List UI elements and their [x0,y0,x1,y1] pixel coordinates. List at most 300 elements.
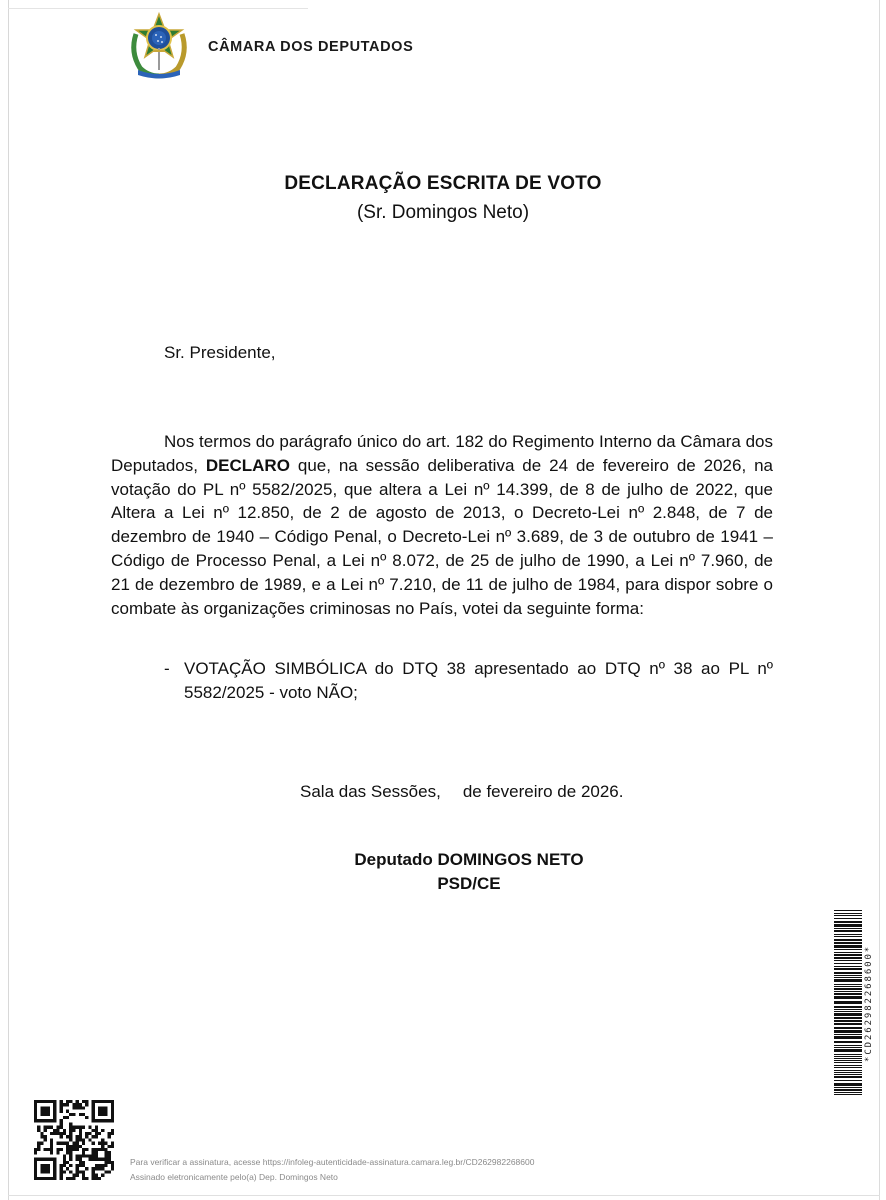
qr-module [95,1164,98,1167]
qr-module [92,1116,95,1119]
barcode-bar [834,1092,862,1093]
qr-module [92,1142,95,1145]
qr-module [40,1119,43,1122]
qr-module [47,1126,50,1129]
qr-module [34,1148,37,1151]
barcode-bar [834,930,862,932]
qr-module [76,1145,79,1148]
qr-module [111,1113,114,1116]
barcode-bar [834,988,862,990]
qr-module [69,1126,72,1129]
declaration-paragraph [111,430,773,620]
qr-module [76,1154,79,1157]
barcode-bar [834,1030,862,1033]
qr-module [95,1132,98,1135]
barcode-bar [834,1067,862,1068]
qr-module [92,1154,95,1157]
qr-module [69,1148,72,1151]
qr-module [47,1110,50,1113]
electronic-signature-note: Assinado eletronicamente pelo(a) Dep. Domingos Neto [130,1172,338,1182]
barcode-bar [834,984,862,985]
barcode-bar [834,972,862,974]
qr-module [98,1148,101,1151]
qr-module [76,1148,79,1151]
qr-module [37,1145,40,1148]
qr-module [47,1170,50,1173]
qr-module [44,1100,47,1103]
qr-module [53,1132,56,1135]
qr-module [85,1116,88,1119]
qr-module [40,1177,43,1180]
qr-module [72,1148,75,1151]
qr-module [82,1164,85,1167]
qr-module [82,1151,85,1154]
qr-module [101,1167,104,1170]
qr-module [85,1177,88,1180]
qr-module [85,1132,88,1135]
qr-module [53,1100,56,1103]
qr-module [79,1103,82,1106]
qr-module [111,1161,114,1164]
qr-module [79,1135,82,1138]
qr-module [53,1164,56,1167]
qr-module [34,1119,37,1122]
barcode-bar [834,996,862,999]
qr-module [47,1177,50,1180]
qr-module [76,1126,79,1129]
qr-module [92,1129,95,1132]
document-header [126,12,413,80]
qr-module [56,1132,59,1135]
qr-module [50,1126,53,1129]
qr-module [40,1110,43,1113]
qr-module [60,1122,63,1125]
qr-module [44,1135,47,1138]
qr-module [69,1129,72,1132]
qr-module [50,1177,53,1180]
qr-module [66,1161,69,1164]
qr-module [76,1167,79,1170]
qr-module [60,1119,63,1122]
qr-module [66,1148,69,1151]
qr-module [79,1164,82,1167]
qr-module [101,1113,104,1116]
barcode-bar [834,966,862,967]
salutation: Sr. Presidente, [164,343,276,362]
qr-module [111,1164,114,1167]
qr-module [37,1126,40,1129]
qr-module [108,1161,111,1164]
barcode-bar [834,1011,862,1012]
barcode-bar [834,960,862,961]
qr-module [40,1142,43,1145]
qr-module [63,1116,66,1119]
barcode-number: *CD262982268600* [864,944,874,1062]
signatory-name: Deputado DOMINGOS NETO [354,850,584,869]
qr-module [101,1100,104,1103]
qr-module [95,1151,98,1154]
qr-module [79,1126,82,1129]
qr-module [92,1135,95,1138]
qr-module [92,1151,95,1154]
qr-module [101,1129,104,1132]
qr-module [53,1177,56,1180]
qr-module [66,1116,69,1119]
barcode-bar [834,957,862,959]
qr-module [37,1129,40,1132]
barcode-bar [834,936,862,937]
qr-module [37,1148,40,1151]
qr-module [76,1174,79,1177]
qr-module [34,1110,37,1113]
qr-module [56,1126,59,1129]
page-title: DECLARAÇÃO ESCRITA DE VOTO [284,173,602,194]
qr-module [53,1116,56,1119]
qr-module [37,1158,40,1161]
qr-module [82,1174,85,1177]
qr-module [40,1170,43,1173]
qr-module [72,1129,75,1132]
qr-module [92,1158,95,1161]
qr-module [104,1142,107,1145]
qr-module [98,1132,101,1135]
qr-module [76,1135,79,1138]
qr-module [79,1113,82,1116]
barcode-bar [834,949,862,950]
qr-module [104,1119,107,1122]
qr-module [69,1164,72,1167]
qr-module [92,1113,95,1116]
qr-module [44,1126,47,1129]
qr-module [79,1129,82,1132]
qr-module [47,1167,50,1170]
qr-module [60,1167,63,1170]
barcode-bar [834,977,862,978]
qr-module [44,1129,47,1132]
barcode-bar [834,924,862,927]
qr-module [44,1110,47,1113]
qr-module [101,1106,104,1109]
qr-module [111,1119,114,1122]
barcode-bar [834,1060,862,1061]
qr-module [53,1113,56,1116]
qr-module [111,1145,114,1148]
qr-module [60,1135,63,1138]
qr-module [60,1132,63,1135]
barcode-bar [834,975,862,976]
qr-module [76,1138,79,1141]
qr-module [56,1142,59,1145]
qr-module [56,1151,59,1154]
qr-module [69,1158,72,1161]
qr-module [79,1106,82,1109]
barcode-bar [834,1087,862,1088]
qr-module [111,1103,114,1106]
barcode-bar [834,1076,862,1078]
qr-module [63,1161,66,1164]
qr-module [101,1174,104,1177]
qr-module [44,1138,47,1141]
qr-module [104,1106,107,1109]
qr-module [88,1126,91,1129]
qr-module [108,1135,111,1138]
closing-date: de fevereiro de 2026. [462,782,624,801]
qr-module [47,1113,50,1116]
barcode-bar [834,968,862,970]
qr-module [60,1177,63,1180]
barcode-bar [834,1062,862,1063]
qr-module [69,1113,72,1116]
qr-module [79,1158,82,1161]
qr-module [92,1170,95,1173]
qr-module [53,1167,56,1170]
qr-module [69,1177,72,1180]
barcode-bar [834,993,862,995]
qr-module [34,1177,37,1180]
qr-module [37,1142,40,1145]
qr-module [37,1119,40,1122]
qr-module [40,1106,43,1109]
qr-module [92,1119,95,1122]
closing-line [300,782,623,802]
qr-module [104,1154,107,1157]
qr-module [82,1177,85,1180]
qr-module [98,1119,101,1122]
qr-module [79,1145,82,1148]
qr-module [66,1145,69,1148]
qr-module [92,1167,95,1170]
qr-module [82,1106,85,1109]
qr-module [104,1161,107,1164]
qr-module [108,1151,111,1154]
qr-module [50,1158,53,1161]
qr-module [60,1103,63,1106]
qr-module [79,1170,82,1173]
qr-module [101,1119,104,1122]
qr-module [82,1142,85,1145]
qr-module [44,1106,47,1109]
qr-module [50,1145,53,1148]
barcode-bar [834,913,862,914]
qr-module [56,1148,59,1151]
qr-module [66,1110,69,1113]
qr-module [63,1164,66,1167]
qr-code-icon[interactable] [34,1100,114,1180]
qr-module [60,1148,63,1151]
qr-module [53,1103,56,1106]
qr-module [79,1154,82,1157]
barcode-bar [834,910,862,911]
barcode-bar [834,1023,862,1025]
qr-module [95,1158,98,1161]
qr-module [101,1142,104,1145]
qr-module [66,1177,69,1180]
barcode-bar [834,1065,862,1066]
verification-link[interactable]: Para verificar a assinatura, acesse https://infoleg-autenticidade-assinatura.camara.leg.br/CD262982268600 [130,1157,535,1167]
qr-module [98,1177,101,1180]
qr-module [104,1110,107,1113]
barcode-bar [834,934,862,935]
qr-module [88,1132,91,1135]
qr-module [60,1164,63,1167]
qr-module [101,1138,104,1141]
qr-module [92,1106,95,1109]
qr-module [108,1145,111,1148]
qr-module [69,1145,72,1148]
barcode-icon [834,910,862,1096]
qr-module [69,1138,72,1141]
barcode-bar [834,1036,862,1039]
list-bullet: - [164,659,170,678]
qr-module [34,1170,37,1173]
barcode-bar [834,1020,862,1022]
qr-module [72,1142,75,1145]
qr-module [34,1106,37,1109]
qr-module [82,1154,85,1157]
paragraph-intro: Nos termos do parágrafo único do art. 182 do Regimento Interno da Câmara dos Deputados, [111,432,773,475]
barcode-bar [834,1056,862,1057]
barcode [834,910,880,1096]
barcode-bar [834,1083,862,1086]
barcode-bar [834,1034,862,1035]
qr-module [69,1135,72,1138]
qr-module [47,1119,50,1122]
qr-module [98,1142,101,1145]
barcode-bar [834,1041,862,1043]
qr-module [76,1100,79,1103]
qr-module [34,1164,37,1167]
qr-module [79,1161,82,1164]
qr-module [47,1164,50,1167]
qr-module [69,1154,72,1157]
qr-module [76,1142,79,1145]
qr-module [104,1151,107,1154]
barcode-bar [834,1049,862,1052]
qr-module [44,1113,47,1116]
barcode-bar [834,945,862,948]
barcode-bar [834,1009,862,1010]
barcode-bar [834,979,862,982]
page-subtitle: (Sr. Domingos Neto) [356,202,530,223]
qr-module [34,1158,37,1161]
qr-module [79,1138,82,1141]
qr-module [50,1119,53,1122]
qr-module [95,1126,98,1129]
qr-module [95,1154,98,1157]
qr-module [60,1126,63,1129]
qr-module [34,1116,37,1119]
qr-module [111,1100,114,1103]
qr-module [63,1154,66,1157]
qr-module [95,1177,98,1180]
qr-module [53,1119,56,1122]
qr-module [98,1167,101,1170]
qr-module [47,1106,50,1109]
qr-module [85,1135,88,1138]
qr-module [111,1129,114,1132]
qr-module [111,1167,114,1170]
declaro-keyword: DECLARO [205,455,290,475]
qr-module [111,1142,114,1145]
qr-module [95,1167,98,1170]
barcode-bar [834,939,862,941]
page-edge [8,8,308,9]
vote-text: VOTAÇÃO SIMBÓLICA do DTQ 38 apresentado ao DTQ nº 38 ao PL nº 5582/2025 - voto NÃO; [184,659,773,702]
barcode-bar [834,942,862,944]
qr-module [53,1106,56,1109]
qr-module [108,1158,111,1161]
qr-module [92,1148,95,1151]
qr-module [34,1151,37,1154]
qr-module [53,1110,56,1113]
qr-module [95,1148,98,1151]
barcode-bar [834,1006,862,1008]
qr-module [82,1126,85,1129]
qr-module [92,1174,95,1177]
qr-module [69,1100,72,1103]
qr-module [63,1142,66,1145]
qr-module [72,1177,75,1180]
qr-module [104,1170,107,1173]
qr-module [44,1167,47,1170]
qr-module [76,1164,79,1167]
qr-module [60,1100,63,1103]
institution-name: CÂMARA DOS DEPUTADOS [208,39,414,55]
vote-list-item [164,657,773,705]
qr-module [111,1116,114,1119]
qr-module [34,1161,37,1164]
qr-module [66,1167,69,1170]
barcode-bar [834,1047,862,1048]
qr-module [44,1177,47,1180]
barcode-bar [834,918,862,919]
qr-module [69,1132,72,1135]
qr-module [72,1126,75,1129]
qr-module [82,1113,85,1116]
qr-module [76,1158,79,1161]
qr-module [76,1170,79,1173]
qr-module [40,1164,43,1167]
qr-module [95,1129,98,1132]
qr-module [63,1103,66,1106]
qr-module [95,1119,98,1122]
barcode-bar [834,1089,862,1091]
barcode-bar [834,1054,862,1055]
qr-module [53,1174,56,1177]
qr-module [63,1158,66,1161]
qr-module [40,1167,43,1170]
qr-module [40,1100,43,1103]
qr-module [44,1164,47,1167]
qr-module [44,1148,47,1151]
barcode-bar [834,1045,862,1046]
qr-module [50,1138,53,1141]
barcode-bar [834,991,862,992]
barcode-bar [834,915,862,916]
qr-module [34,1113,37,1116]
barcode-bar [834,1001,862,1004]
qr-module [72,1103,75,1106]
qr-module [111,1132,114,1135]
page-edge [8,1195,880,1196]
qr-module [34,1100,37,1103]
closing-place: Sala das Sessões, [300,782,441,801]
signatory-party: PSD/CE [437,874,501,893]
qr-module [95,1100,98,1103]
paragraph-body: que, na sessão deliberativa de 24 de fevereiro de 2026, na votação do PL nº 5582/2025, que altera a Lei nº 14.399, de 8 de julho de 2022, que Altera a Lei nº 12.850, de 2 de agosto de 2013, o Decreto-Lei nº 2.848, de 7 de dezembro de 1940 – Código Penal, o Decreto-Lei nº 3.689, de 3 de outubro de 1941 – Código de Processo Penal, a Lei nº 8.072, de 25 de julho de 1990, a Lei nº 7.960, de 21 de dezembro de 1989, e a Lei nº 7.210, de 11 de julho de 1984, para dispor sobre o combate às organizações criminosas no País, votei da seguinte forma: [111,455,773,618]
qr-module [88,1138,91,1141]
qr-module [108,1132,111,1135]
